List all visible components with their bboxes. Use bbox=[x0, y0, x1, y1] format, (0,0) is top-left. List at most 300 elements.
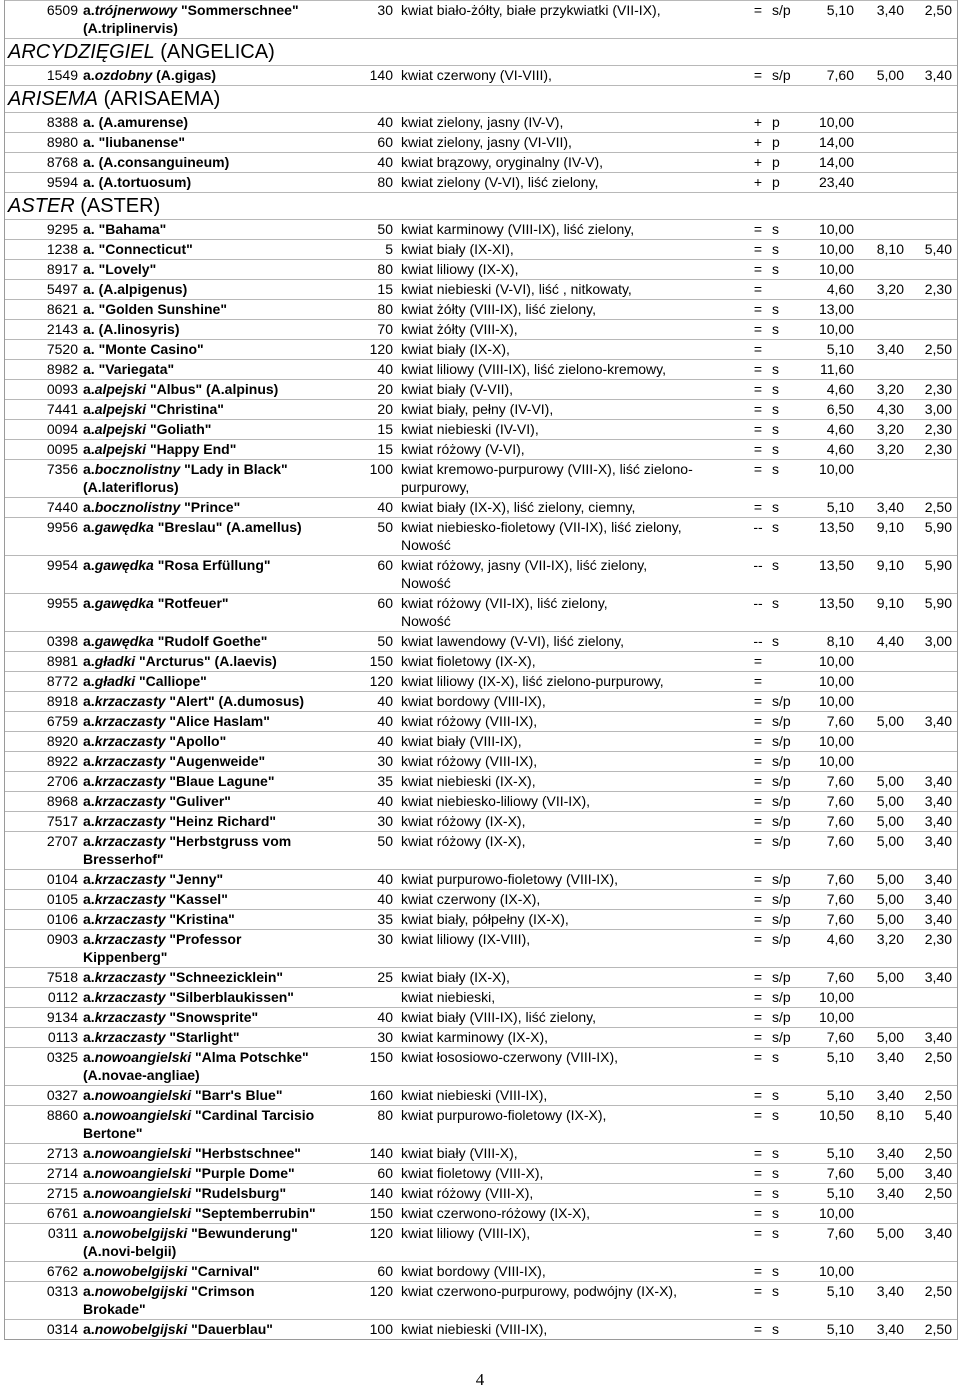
description-text: kwiat czerwony (IX-X), bbox=[401, 891, 541, 907]
product-code: 7520 bbox=[46, 341, 78, 357]
plant-name-bold bbox=[83, 134, 185, 150]
price-3 bbox=[904, 1008, 954, 1027]
pot-type: s bbox=[772, 361, 779, 377]
price-3 bbox=[904, 988, 954, 1007]
pot-type: s/p bbox=[772, 1029, 791, 1045]
availability-flag: = bbox=[753, 1283, 763, 1299]
price-1: 5,10 bbox=[826, 1145, 854, 1161]
plant-height: 40 bbox=[377, 1009, 393, 1025]
plant-height: 30 bbox=[377, 813, 393, 829]
table-row bbox=[5, 1281, 957, 1319]
plant-cultivar: "Cardinal Tarcisio bbox=[191, 1107, 315, 1123]
plant-name bbox=[82, 1224, 352, 1261]
plant-name-bold bbox=[83, 813, 276, 829]
description-text: kwiat różowy (IX-X), bbox=[401, 833, 526, 849]
price-1: 7,60 bbox=[826, 1225, 854, 1241]
table-row bbox=[5, 909, 957, 929]
plant-name-bold bbox=[83, 67, 216, 83]
price-3 bbox=[904, 133, 954, 152]
price-2: 3,40 bbox=[876, 499, 904, 515]
table-row bbox=[5, 811, 957, 831]
price-3 bbox=[904, 360, 954, 379]
price-2: 3,40 bbox=[876, 341, 904, 357]
price-1: 10,00 bbox=[818, 221, 854, 237]
plant-height bbox=[352, 988, 398, 1007]
plant-description bbox=[398, 340, 746, 359]
description-text: kwiat biały (IX-XI), bbox=[401, 241, 514, 257]
table-row bbox=[5, 1085, 957, 1105]
availability-flag: = bbox=[753, 911, 763, 927]
description-text: kwiat purpurowo-fioletowy (VIII-IX), bbox=[401, 871, 619, 887]
pot-type: s bbox=[772, 499, 779, 515]
plant-description bbox=[398, 1086, 746, 1105]
plant-name-bold bbox=[83, 499, 240, 515]
price-2: 5,00 bbox=[876, 871, 904, 887]
plant-name-bold bbox=[83, 911, 235, 927]
plant-prefix: a. bbox=[83, 813, 95, 829]
pot-type: s bbox=[772, 633, 779, 649]
plant-cultivar: linosyris) bbox=[117, 321, 180, 337]
plant-height: 40 bbox=[377, 693, 393, 709]
plant-name-bold bbox=[83, 557, 271, 573]
plant-description bbox=[398, 732, 746, 751]
plant-height: 120 bbox=[369, 1225, 393, 1241]
plant-name bbox=[82, 498, 352, 517]
plant-name bbox=[82, 632, 352, 651]
plant-species: krzaczasty bbox=[94, 733, 166, 749]
plant-name bbox=[82, 66, 352, 85]
plant-description bbox=[398, 113, 746, 132]
plant-prefix: a. bbox=[83, 1263, 95, 1279]
plant-prefix: a. bbox=[83, 1165, 95, 1181]
availability-flag: = bbox=[753, 261, 763, 277]
plant-cultivar: "Bewunderung" bbox=[187, 1225, 298, 1241]
plant-description bbox=[398, 832, 746, 869]
plant-name-bold bbox=[83, 1029, 239, 1045]
product-code: 8768 bbox=[46, 154, 78, 170]
plant-name bbox=[82, 1028, 352, 1047]
plant-description bbox=[398, 518, 746, 555]
price-2: 4,40 bbox=[876, 633, 904, 649]
price-3 bbox=[904, 320, 954, 339]
plant-prefix: a. bbox=[83, 871, 95, 887]
product-code: 0313 bbox=[46, 1283, 78, 1299]
price-2: 5,00 bbox=[876, 793, 904, 809]
table-row bbox=[5, 631, 957, 651]
plant-height: 15 bbox=[377, 441, 393, 457]
plant-name bbox=[82, 420, 352, 439]
plant-species: nowoangielski bbox=[94, 1185, 192, 1201]
price-3 bbox=[904, 1262, 954, 1281]
price-1: 10,00 bbox=[818, 1263, 854, 1279]
description-text: kwiat biały (VIII-X), bbox=[401, 1145, 518, 1161]
plant-name bbox=[82, 652, 352, 671]
product-code: 0903 bbox=[46, 931, 78, 947]
plant-description bbox=[398, 66, 746, 85]
plant-cultivar: "Herbstgruss vom bbox=[165, 833, 292, 849]
plant-description bbox=[398, 1282, 746, 1319]
plant-cultivar: "Prince" bbox=[180, 499, 241, 515]
plant-height: 15 bbox=[377, 421, 393, 437]
plant-prefix: a. bbox=[83, 441, 95, 457]
plant-name bbox=[82, 672, 352, 691]
pot-type: s/p bbox=[772, 931, 791, 947]
plant-height: 30 bbox=[377, 931, 393, 947]
plant-description bbox=[398, 173, 746, 192]
plant-cultivar: "Arcturus" bbox=[135, 653, 211, 669]
plant-description bbox=[398, 220, 746, 239]
availability-flag: = bbox=[753, 833, 763, 849]
price-2: 3,40 bbox=[876, 2, 904, 18]
description-text: kwiat liliowy (VIII-IX), bbox=[401, 1225, 531, 1241]
availability-flag: = bbox=[753, 321, 763, 337]
plant-species: gawędka bbox=[94, 595, 154, 611]
plant-cultivar: "Jenny" bbox=[165, 871, 224, 887]
plant-name-bold bbox=[83, 969, 283, 985]
plant-description bbox=[398, 870, 746, 889]
price-3: 3,40 bbox=[924, 1029, 952, 1045]
plant-height: 80 bbox=[377, 1107, 393, 1123]
price-2 bbox=[854, 692, 904, 711]
price-2: 5,00 bbox=[876, 1225, 904, 1241]
price-3: 3,40 bbox=[924, 813, 952, 829]
plant-cultivar: "Silberblaukissen" bbox=[165, 989, 294, 1005]
price-3: 2,30 bbox=[924, 441, 952, 457]
plant-prefix: a. bbox=[83, 595, 95, 611]
plant-cultivar: "Herbstschnee" bbox=[191, 1145, 301, 1161]
price-3: 3,40 bbox=[924, 911, 952, 927]
table-row bbox=[5, 1143, 957, 1163]
price-2: 4,30 bbox=[876, 401, 904, 417]
description-text: kwiat kremowo-purpurowy (VIII-X), liść zielono- bbox=[401, 461, 693, 477]
price-3: 2,50 bbox=[924, 2, 952, 18]
plant-species: krzaczasty bbox=[94, 911, 166, 927]
description-text: kwiat różowy (VIII-IX), bbox=[401, 753, 538, 769]
pot-type bbox=[770, 280, 802, 299]
plant-cultivar: "Rosa Erfüllung" bbox=[153, 557, 271, 573]
description-text: kwiat bordowy (VIII-IX), bbox=[401, 693, 546, 709]
plant-species: nowobelgijski bbox=[94, 1225, 188, 1241]
plant-description bbox=[398, 300, 746, 319]
plant-cultivar: "Heinz Richard" bbox=[165, 813, 277, 829]
plant-cultivar: "Blaue Lagune" bbox=[165, 773, 275, 789]
description-text: kwiat niebieski (IV-VI), bbox=[401, 421, 539, 437]
price-3: 3,00 bbox=[924, 633, 952, 649]
plant-name bbox=[82, 1008, 352, 1027]
description-text: kwiat karminowy (VIII-IX), liść zielony, bbox=[401, 221, 635, 237]
plant-name bbox=[82, 910, 352, 929]
availability-flag: + bbox=[753, 174, 763, 190]
plant-species: krzaczasty bbox=[94, 813, 166, 829]
plant-prefix: a. bbox=[83, 1145, 95, 1161]
table-row bbox=[5, 711, 957, 731]
price-1: 7,60 bbox=[826, 713, 854, 729]
plant-cultivar: "Monte Casino" bbox=[94, 341, 204, 357]
availability-flag: = bbox=[753, 241, 763, 257]
plant-prefix: a. bbox=[83, 381, 95, 397]
plant-species: krzaczasty bbox=[94, 931, 166, 947]
product-code: 8980 bbox=[46, 134, 78, 150]
price-2: 5,00 bbox=[876, 713, 904, 729]
plant-prefix: a. bbox=[83, 733, 95, 749]
price-3: 3,00 bbox=[924, 401, 952, 417]
plant-cultivar: "Goliath" bbox=[146, 421, 212, 437]
pot-type: s/p bbox=[772, 753, 791, 769]
plant-name-bold bbox=[83, 713, 270, 729]
plant-height: 35 bbox=[377, 773, 393, 789]
plant-prefix: a. bbox=[83, 461, 95, 477]
table-row bbox=[5, 929, 957, 967]
availability-flag: = bbox=[753, 969, 763, 985]
description-text: kwiat niebieski (VIII-IX), bbox=[401, 1087, 548, 1103]
table-row bbox=[5, 0, 957, 38]
plant-description bbox=[398, 1224, 746, 1261]
price-3 bbox=[904, 153, 954, 172]
availability-flag: = bbox=[753, 401, 763, 417]
description-text: kwiat żółty (VIII-X), bbox=[401, 321, 518, 337]
product-code: 0095 bbox=[46, 441, 78, 457]
pot-type: s bbox=[772, 595, 779, 611]
plant-prefix: a. bbox=[83, 241, 95, 257]
description-text: kwiat zielony, jasny (VI-VII), bbox=[401, 134, 572, 150]
plant-name-bold bbox=[83, 461, 288, 477]
page-number: 4 bbox=[475, 1370, 485, 1389]
availability-flag: = bbox=[753, 281, 763, 297]
pot-type: s bbox=[772, 1049, 779, 1065]
plant-cultivar: "Sommerschnee" bbox=[177, 2, 299, 18]
description-continued: Nowość bbox=[401, 575, 451, 591]
plant-prefix: a. bbox=[83, 557, 95, 573]
pot-type: s bbox=[772, 1087, 779, 1103]
price-2 bbox=[854, 1204, 904, 1223]
table-row bbox=[5, 791, 957, 811]
plant-height: 50 bbox=[377, 519, 393, 535]
price-3 bbox=[904, 173, 954, 192]
availability-flag: = bbox=[753, 499, 763, 515]
pot-type: s bbox=[772, 381, 779, 397]
plant-cultivar: "Professor bbox=[165, 931, 242, 947]
plant-name-bold bbox=[83, 114, 188, 130]
availability-flag: = bbox=[753, 1165, 763, 1181]
price-2 bbox=[854, 320, 904, 339]
plant-cultivar: "Septemberrubin" bbox=[191, 1205, 316, 1221]
plant-name-bold bbox=[83, 401, 224, 417]
table-row bbox=[5, 339, 957, 359]
price-1: 10,00 bbox=[818, 673, 854, 689]
plant-height: 60 bbox=[377, 1165, 393, 1181]
price-1: 7,60 bbox=[826, 1165, 854, 1181]
pot-type: s/p bbox=[772, 833, 791, 849]
description-text: kwiat fioletowy (IX-X), bbox=[401, 653, 536, 669]
plant-height: 30 bbox=[377, 753, 393, 769]
price-1: 7,60 bbox=[826, 773, 854, 789]
price-2 bbox=[854, 652, 904, 671]
description-text: kwiat różowy, jasny (VII-IX), liść zielony, bbox=[401, 557, 648, 573]
plant-name-bold bbox=[83, 1263, 260, 1279]
price-1: 10,00 bbox=[818, 989, 854, 1005]
plant-name-bold bbox=[83, 793, 231, 809]
product-code: 9954 bbox=[46, 557, 78, 573]
product-code: 0327 bbox=[46, 1087, 78, 1103]
price-3 bbox=[904, 220, 954, 239]
plant-description bbox=[398, 556, 746, 593]
description-text: kwiat żółty (VIII-IX), liść zielony, bbox=[401, 301, 597, 317]
price-2 bbox=[854, 220, 904, 239]
plant-name-bold bbox=[83, 241, 193, 257]
plant-height: 120 bbox=[369, 1283, 393, 1299]
description-text: kwiat czerwony (VI-VIII), bbox=[401, 67, 552, 83]
product-code: 8917 bbox=[46, 261, 78, 277]
price-1: 10,00 bbox=[818, 241, 854, 257]
description-text: kwiat liliowy (IX-VIII), bbox=[401, 931, 531, 947]
plant-species: ozdobny bbox=[94, 67, 153, 83]
plant-name bbox=[82, 340, 352, 359]
price-3: 2,30 bbox=[924, 381, 952, 397]
price-3: 5,90 bbox=[924, 595, 952, 611]
plant-prefix: a. bbox=[83, 1087, 95, 1103]
plant-name bbox=[82, 153, 352, 172]
pot-type: s/p bbox=[772, 693, 791, 709]
plant-description bbox=[398, 1008, 746, 1027]
price-2: 5,00 bbox=[876, 911, 904, 927]
plant-height: 140 bbox=[369, 1145, 393, 1161]
table-row bbox=[5, 152, 957, 172]
pot-type: s/p bbox=[772, 813, 791, 829]
plant-cultivar: "Rotfeuer" bbox=[153, 595, 229, 611]
product-code: 0104 bbox=[46, 871, 78, 887]
plant-prefix: a. bbox=[83, 673, 95, 689]
table-row bbox=[5, 65, 957, 85]
plant-prefix: a. bbox=[83, 221, 95, 237]
plant-height: 60 bbox=[377, 557, 393, 573]
plant-species: krzaczasty bbox=[94, 969, 166, 985]
plant-description bbox=[398, 712, 746, 731]
table-row bbox=[5, 517, 957, 555]
plant-height: 120 bbox=[369, 673, 393, 689]
description-text: kwiat różowy (VIII-X), bbox=[401, 1185, 534, 1201]
plant-name-bold bbox=[83, 653, 277, 669]
description-text: kwiat bordowy (VIII-IX), bbox=[401, 1263, 546, 1279]
plant-cultivar: "Kassel" bbox=[165, 891, 228, 907]
price-3: 2,30 bbox=[924, 931, 952, 947]
price-2: 5,00 bbox=[876, 1165, 904, 1181]
section-heading bbox=[5, 38, 957, 65]
price-3: 2,30 bbox=[924, 421, 952, 437]
plant-name bbox=[82, 772, 352, 791]
table-row bbox=[5, 1319, 957, 1339]
description-text: kwiat czerwono-różowy (IX-X), bbox=[401, 1205, 591, 1221]
plant-name-bold bbox=[83, 1185, 286, 1201]
plant-species: nowoangielski bbox=[94, 1165, 192, 1181]
plant-description bbox=[398, 930, 746, 967]
table-row bbox=[5, 869, 957, 889]
plant-description bbox=[398, 400, 746, 419]
plant-species: krzaczasty bbox=[94, 753, 166, 769]
plant-description bbox=[398, 1320, 746, 1339]
price-3: 3,40 bbox=[924, 891, 952, 907]
availability-flag: = bbox=[753, 1049, 763, 1065]
price-1: 10,00 bbox=[818, 753, 854, 769]
product-code: 6762 bbox=[46, 1263, 78, 1279]
plant-description bbox=[398, 1106, 746, 1143]
plant-species: nowoangielski bbox=[94, 1205, 192, 1221]
pot-type: s bbox=[772, 421, 779, 437]
description-text: kwiat różowy (V-VI), bbox=[401, 441, 525, 457]
plant-description bbox=[398, 652, 746, 671]
plant-height: 40 bbox=[377, 114, 393, 130]
availability-flag: = bbox=[753, 1107, 763, 1123]
plant-name bbox=[82, 556, 352, 593]
price-2: 5,00 bbox=[876, 969, 904, 985]
plant-name-continued: (A.novi-belgii) bbox=[83, 1243, 177, 1259]
price-1: 10,00 bbox=[818, 653, 854, 669]
product-code: 9955 bbox=[46, 595, 78, 611]
product-code: 6761 bbox=[46, 1205, 78, 1221]
price-1: 10,00 bbox=[818, 114, 854, 130]
plant-species: nowoangielski bbox=[94, 1107, 192, 1123]
price-2 bbox=[854, 260, 904, 279]
price-3: 5,40 bbox=[924, 1107, 952, 1123]
plant-cultivar: "Bahama" bbox=[94, 221, 167, 237]
plant-height: 20 bbox=[377, 381, 393, 397]
price-1: 5,10 bbox=[826, 1283, 854, 1299]
plant-name-bold bbox=[83, 519, 302, 535]
plant-cultivar: "Variegata" bbox=[94, 361, 175, 377]
price-3 bbox=[904, 113, 954, 132]
product-code: 7518 bbox=[46, 969, 78, 985]
plant-prefix: a. (A. bbox=[83, 321, 118, 337]
plant-name-bold bbox=[83, 1009, 258, 1025]
table-row bbox=[5, 555, 957, 593]
plant-name bbox=[82, 360, 352, 379]
plant-species: krzaczasty bbox=[94, 1009, 166, 1025]
price-1: 7,60 bbox=[826, 911, 854, 927]
price-3: 2,50 bbox=[924, 499, 952, 515]
plant-prefix: a. bbox=[83, 519, 95, 535]
price-3: 5,40 bbox=[924, 241, 952, 257]
table-row bbox=[5, 1183, 957, 1203]
price-2: 5,00 bbox=[876, 813, 904, 829]
plant-latin: (A.amellus) bbox=[222, 519, 302, 535]
plant-name-bold bbox=[83, 1321, 273, 1337]
plant-name-bold bbox=[83, 1145, 301, 1161]
plant-height: 80 bbox=[377, 261, 393, 277]
availability-flag: = bbox=[753, 2, 763, 18]
price-2 bbox=[854, 1262, 904, 1281]
price-3: 2,50 bbox=[924, 341, 952, 357]
description-text: kwiat niebieski (VIII-IX), bbox=[401, 1321, 548, 1337]
price-3 bbox=[904, 652, 954, 671]
plant-prefix: a. bbox=[83, 1185, 95, 1201]
product-code: 0112 bbox=[47, 989, 78, 1005]
plant-species: nowobelgijski bbox=[94, 1263, 188, 1279]
price-2 bbox=[854, 672, 904, 691]
plant-height: 80 bbox=[377, 174, 393, 190]
description-text: kwiat zielony (V-VI), liść zielony, bbox=[401, 174, 599, 190]
price-2: 9,10 bbox=[876, 557, 904, 573]
plant-description bbox=[398, 594, 746, 631]
plant-cultivar: "Alert" bbox=[165, 693, 215, 709]
product-code: 2706 bbox=[46, 773, 78, 789]
plant-name-bold bbox=[83, 221, 166, 237]
plant-cultivar: "Christina" bbox=[146, 401, 224, 417]
plant-name-bold bbox=[83, 693, 304, 709]
price-3: 2,50 bbox=[924, 1145, 952, 1161]
product-code: 0093 bbox=[46, 381, 78, 397]
table-row bbox=[5, 399, 957, 419]
product-code: 9594 bbox=[46, 174, 78, 190]
table-row bbox=[5, 1047, 957, 1085]
